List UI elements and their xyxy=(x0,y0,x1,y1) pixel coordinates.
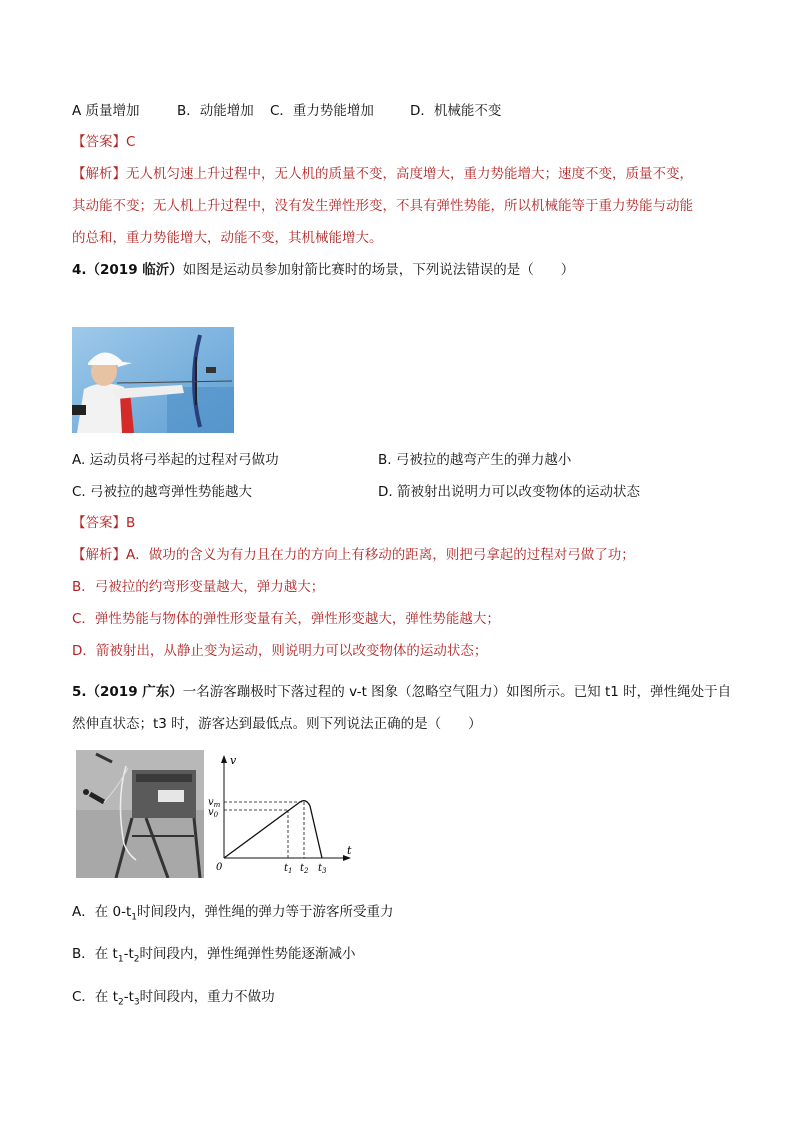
q4-stem xyxy=(72,260,574,280)
q4-option-b: B. 弓被拉的越弯产生的弹力越小 xyxy=(378,452,572,468)
q4-number: 4.（2019 临沂） xyxy=(72,262,183,278)
q5-number: 5.（2019 广东） xyxy=(72,684,183,700)
v0-label: $v_0$ xyxy=(208,807,219,819)
q4-analysis-line-1 xyxy=(72,545,635,565)
q3-analysis-line-2: 其动能不变；无人机上升过程中，没有发生弹性形变，不具有弹性势能，所以机械能等于重力势能与动能 xyxy=(72,198,693,214)
q5-option-b-mid: -t xyxy=(123,946,134,962)
vm-label: $v_m$ xyxy=(208,797,221,809)
t2-label: $t_2$ xyxy=(300,863,309,875)
q5-option-c-sub2: 3 xyxy=(133,997,140,1008)
q3-analysis-label: 【解析】 xyxy=(72,166,126,182)
q5-option-a-post: 时间段内，弹性绳的弹力等于游客所受重力 xyxy=(137,904,394,920)
bungee-photo xyxy=(76,750,204,878)
q4-answer xyxy=(72,513,135,533)
q3-option-a: A 质量增加 xyxy=(72,103,140,119)
q4-answer-value: B xyxy=(126,515,136,531)
q5-option-c-mid: -t xyxy=(123,989,134,1005)
q3-option-c: C．重力势能增加 xyxy=(270,103,374,119)
q5-option-b-sub2: 2 xyxy=(133,954,140,965)
t1-label: $t_1$ xyxy=(284,863,293,875)
q5-stem-line-1 xyxy=(72,682,731,702)
t-axis-label: t xyxy=(347,844,352,857)
q3-analysis-line-1 xyxy=(72,164,693,184)
q4-option-d: D. 箭被射出说明力可以改变物体的运动状态 xyxy=(378,484,640,500)
q4-analysis-line-3: C．弹性势能与物体的弹性形变量有关，弹性形变越大，弹性势能越大； xyxy=(72,611,500,627)
v-axis-arrow xyxy=(221,755,227,763)
q4-analysis-label: 【解析】 xyxy=(72,547,126,563)
q4-answer-label: 【答案】 xyxy=(72,515,126,531)
archery-photo-drawing xyxy=(72,327,234,433)
q3-answer-label: 【答案】 xyxy=(72,134,126,150)
q3-answer-value: C xyxy=(126,134,136,150)
q4-option-c: C. 弓被拉的越弯弹性势能越大 xyxy=(72,484,253,500)
q5-option-a-pre: A．在 0-t xyxy=(72,904,132,920)
origin-label: 0 xyxy=(216,862,223,873)
q5-option-b-pre: B．在 t xyxy=(72,946,118,962)
archery-photo xyxy=(72,327,234,433)
t3-label: $t_3$ xyxy=(318,863,327,875)
q3-analysis-line-3: 的总和，重力势能增大，动能不变，其机械能增大。 xyxy=(72,230,383,246)
q3-option-b: B．动能增加 xyxy=(177,103,254,119)
q4-stem-text: 如图是运动员参加射箭比赛时的场景，下列说法错误的是（ ） xyxy=(182,262,575,278)
q5-option-c xyxy=(72,987,275,1013)
q5-option-a xyxy=(72,902,394,928)
q3-analysis-text-1: 无人机匀速上升过程中，无人机的质量不变，高度增大，重力势能增大；速度不变，质量不变， xyxy=(126,166,693,182)
v-t-graph-svg xyxy=(206,752,356,878)
v-axis-label: v xyxy=(230,754,237,767)
q5-stem-text-1: 一名游客蹦极时下落过程的 v-t 图象（忽略空气阻力）如图所示。已知 t1 时，弹性绳处于自 xyxy=(182,684,732,700)
q5-option-b xyxy=(72,944,356,970)
q5-option-b-sub1: 1 xyxy=(117,954,124,965)
v-t-graph xyxy=(206,752,356,878)
bungee-photo-drawing xyxy=(76,750,204,878)
q5-option-b-post: 时间段内，弹性绳弹性势能逐渐减小 xyxy=(139,946,356,962)
q5-option-c-pre: C．在 t xyxy=(72,989,119,1005)
q3-answer xyxy=(72,132,135,152)
q3-option-d: D．机械能不变 xyxy=(410,103,502,119)
q5-option-a-sub: 1 xyxy=(131,912,138,923)
q5-option-c-post: 时间段内，重力不做功 xyxy=(139,989,275,1005)
q4-analysis-line-4: D．箭被射出，从静止变为运动，则说明力可以改变物体的运动状态； xyxy=(72,643,488,659)
q5-stem-line-2: 然伸直状态；t3 时，游客达到最低点。则下列说法正确的是（ ） xyxy=(72,716,482,732)
velocity-curve xyxy=(224,801,322,858)
q5-option-c-sub1: 2 xyxy=(118,997,124,1008)
q4-analysis-text-1: A．做功的含义为有力且在力的方向上有移动的距离，则把弓拿起的过程对弓做了功； xyxy=(126,547,635,563)
q4-analysis-line-2: B．弓被拉的约弯形变量越大，弹力越大； xyxy=(72,579,325,595)
q4-option-a: A. 运动员将弓举起的过程对弓做功 xyxy=(72,452,279,468)
